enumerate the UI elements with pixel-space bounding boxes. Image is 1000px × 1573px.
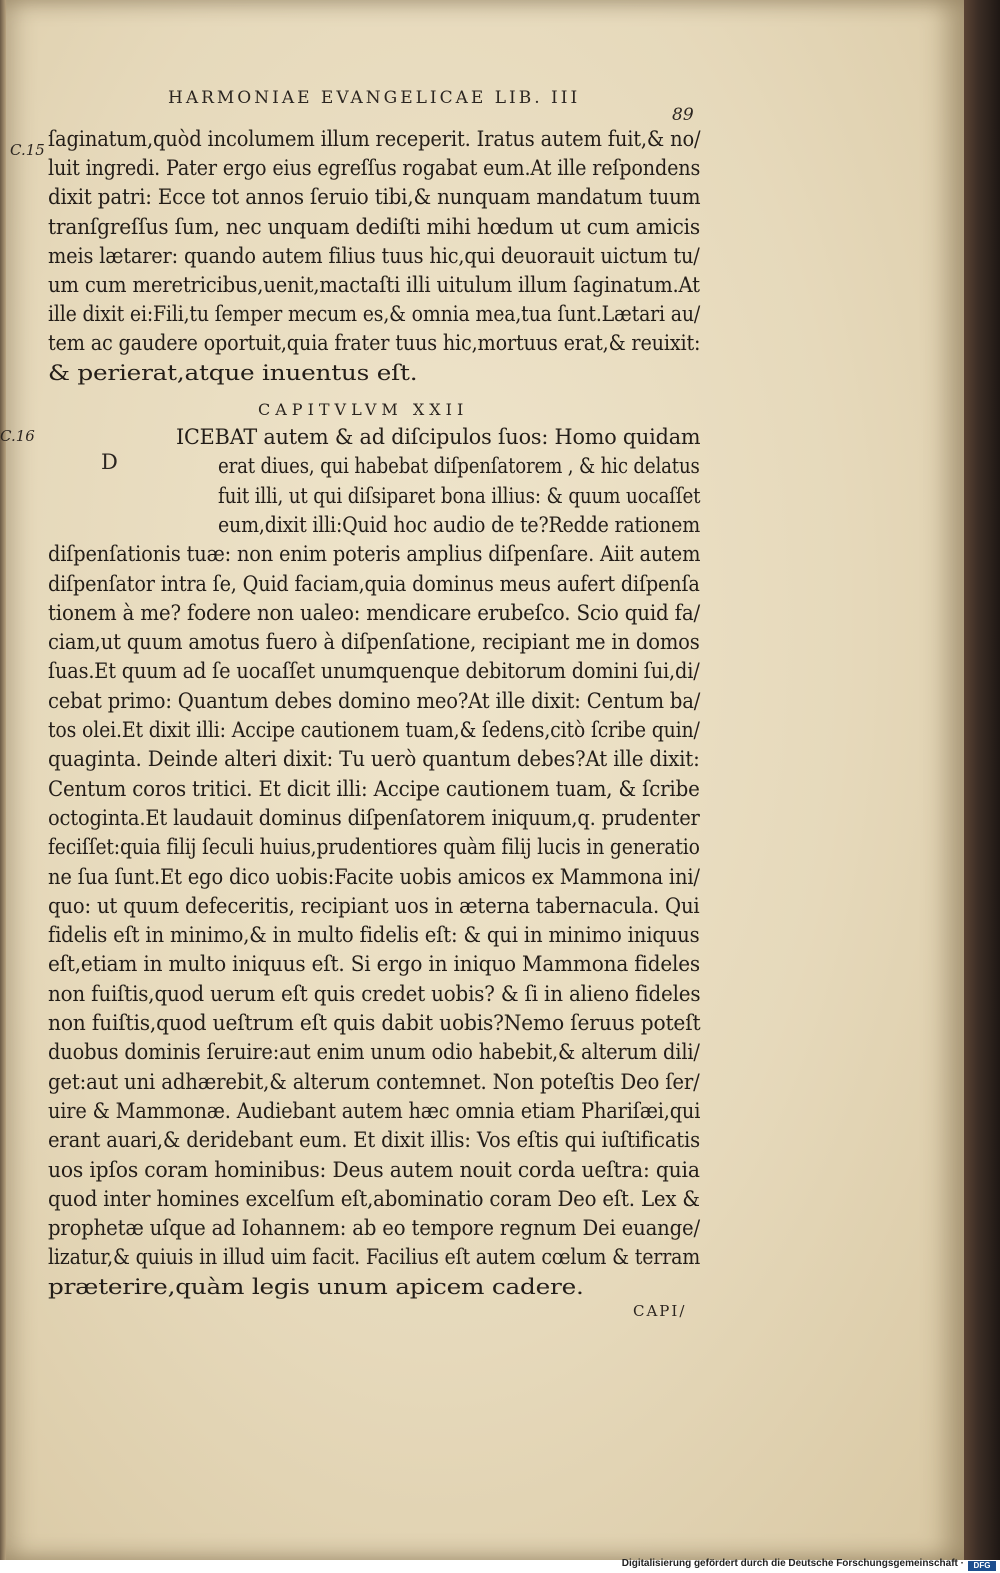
text-line: ICEBAT autem & ad diſcipulos ſuos: Homo quidam	[176, 425, 701, 450]
text-line: ille dixit ei:Fili,tu ſemper mecum es,& omnia mea,tua ſunt.Lætari au/	[48, 302, 701, 328]
text-line: Centum coros tritici. Et dicit illi: Accipe cautionem tuam, & ſcribe	[48, 776, 700, 802]
text-line: eum,dixit illi:Quid hoc audio de te?Redde rationem	[218, 512, 701, 538]
text-line: ſaginatum,quòd incolumem illum receperit. Iratus autem fuit,& no/	[48, 127, 701, 152]
margin-note-c15: C.15	[10, 141, 45, 159]
text-line: eſt,etiam in multo iniquus eſt. Si ergo in iniquo Mammona fideles	[48, 952, 700, 978]
text-line: uire & Mammonæ. Audiebant autem hæc omnia etiam Phariſæi,qui	[48, 1098, 701, 1124]
text-line: diſpenſator intra ſe, Quid faciam,quia dominus meus aufert diſpenſa	[48, 571, 700, 597]
book-binding-edge	[964, 0, 1000, 1560]
margin-note-c16: C.16	[0, 427, 35, 445]
page-number: 89	[672, 105, 694, 125]
text-line: feciſſet:quia filij ſeculi huius,prudentiores quàm filij lucis in generatio	[48, 835, 700, 861]
text-line: duobus dominis ſeruire:aut enim unum odio habebit,& alterum dili/	[48, 1040, 700, 1066]
text-line: cebat primo: Quantum debes domino meo?At ille dixit: Centum ba/	[48, 688, 701, 714]
text-line: & perierat,atque inuentus eſt.	[48, 360, 418, 386]
text-line: ciam,ut quum amotus fuero à diſpenſatione, recipiant me in domos	[48, 630, 700, 656]
drop-cap: D	[101, 450, 118, 474]
text-line: quaginta. Deinde alteri dixit: Tu uerò quantum debes?At ille dixit:	[48, 747, 700, 773]
text-line: uos ipſos coram hominibus: Deus autem nouit corda ueſtra: quia	[48, 1157, 700, 1183]
text-line: quo: ut quum defeceritis, recipiant uos in æterna tabernacula. Qui	[48, 893, 700, 919]
footer-credit: Digitalisierung gefördert durch die Deutsche Forschungsgemeinschaft ·	[621, 1558, 964, 1569]
text-line: octoginta.Et laudauit dominus diſpenſatorem iniquum,q. prudenter	[48, 805, 700, 831]
chapter-title: CAPITVLVM XXII	[258, 400, 469, 419]
dfg-logo: DFG	[968, 1561, 996, 1571]
running-head: HARMONIAE EVANGELICAE LIB. III	[168, 88, 581, 108]
text-line: ſuas.Et quum ad ſe uocaſſet unumquenque debitorum domini ſui,di/	[48, 659, 700, 685]
text-line: lizatur,& quiuis in illud uim facit. Facilius eſt autem cœlum & terram	[48, 1245, 701, 1271]
text-line: erant auari,& deridebant eum. Et dixit illis: Vos eſtis qui iuſtificatis	[48, 1128, 700, 1154]
text-line: quod inter homines excelſum eſt,abominatio coram Deo eſt. Lex &	[48, 1186, 700, 1212]
text-line: tos olei.Et dixit illi: Accipe cautionem tuam,& ſedens,citò ſcribe quin/	[48, 718, 700, 743]
text-line: erat diues, qui habebat diſpenſatorem , & hic delatus	[218, 454, 700, 480]
text-line: præterire,quàm legis unum apicem cadere.	[48, 1274, 584, 1300]
text-line: non fuiſtis,quod ueſtrum eſt quis dabit uobis?Nemo ſeruus poteſt	[48, 1011, 701, 1036]
text-line: prophetæ uſque ad Iohannem: ab eo tempore regnum Dei euange/	[48, 1216, 700, 1242]
text-line: meis lætarer: quando autem filius tuus hic,qui deuorauit uictum tu/	[48, 243, 700, 269]
text-line: tem ac gaudere oportuit,quia frater tuus hic,mortuus erat,& reuixit:	[48, 331, 701, 357]
text-line: dixit patri: Ecce tot annos ſeruio tibi,& nunquam mandatum tuum	[48, 185, 701, 211]
text-line: diſpenſationis tuæ: non enim poteris amplius diſpenſare. Aiit autem	[48, 542, 701, 568]
text-line: tionem à me? fodere non ualeo: mendicare erubeſco. Scio quid fa/	[48, 600, 700, 626]
text-line: um cum meretricibus,uenit,mactaſti illi uitulum illum ſaginatum.At	[48, 273, 700, 298]
text-line: ne ſua ſunt.Et ego dico uobis:Facite uobis amicos ex Mammona ini/	[48, 864, 700, 890]
text-line: tranſgreſſus ſum, nec unquam dediſti mihi hœdum ut cum amicis	[48, 214, 701, 240]
text-line: luit ingredi. Pater ergo eius egreſſus rogabat eum.At ille reſpondens	[48, 156, 701, 182]
text-line: fidelis eſt in minimo,& in multo fidelis eſt: & qui in minimo iniquus	[48, 923, 700, 949]
catchword: CAPI/	[633, 1302, 687, 1320]
text-line: fuit illi, ut qui diſsiparet bona illius: & quum uocaſſet	[218, 483, 701, 509]
text-line: get:aut uni adhærebit,& alterum contemnet. Non poteſtis Deo ſer/	[48, 1069, 700, 1095]
text-line: non fuiſtis,quod uerum eſt quis credet uobis? & ſi in alieno fideles	[48, 981, 701, 1007]
